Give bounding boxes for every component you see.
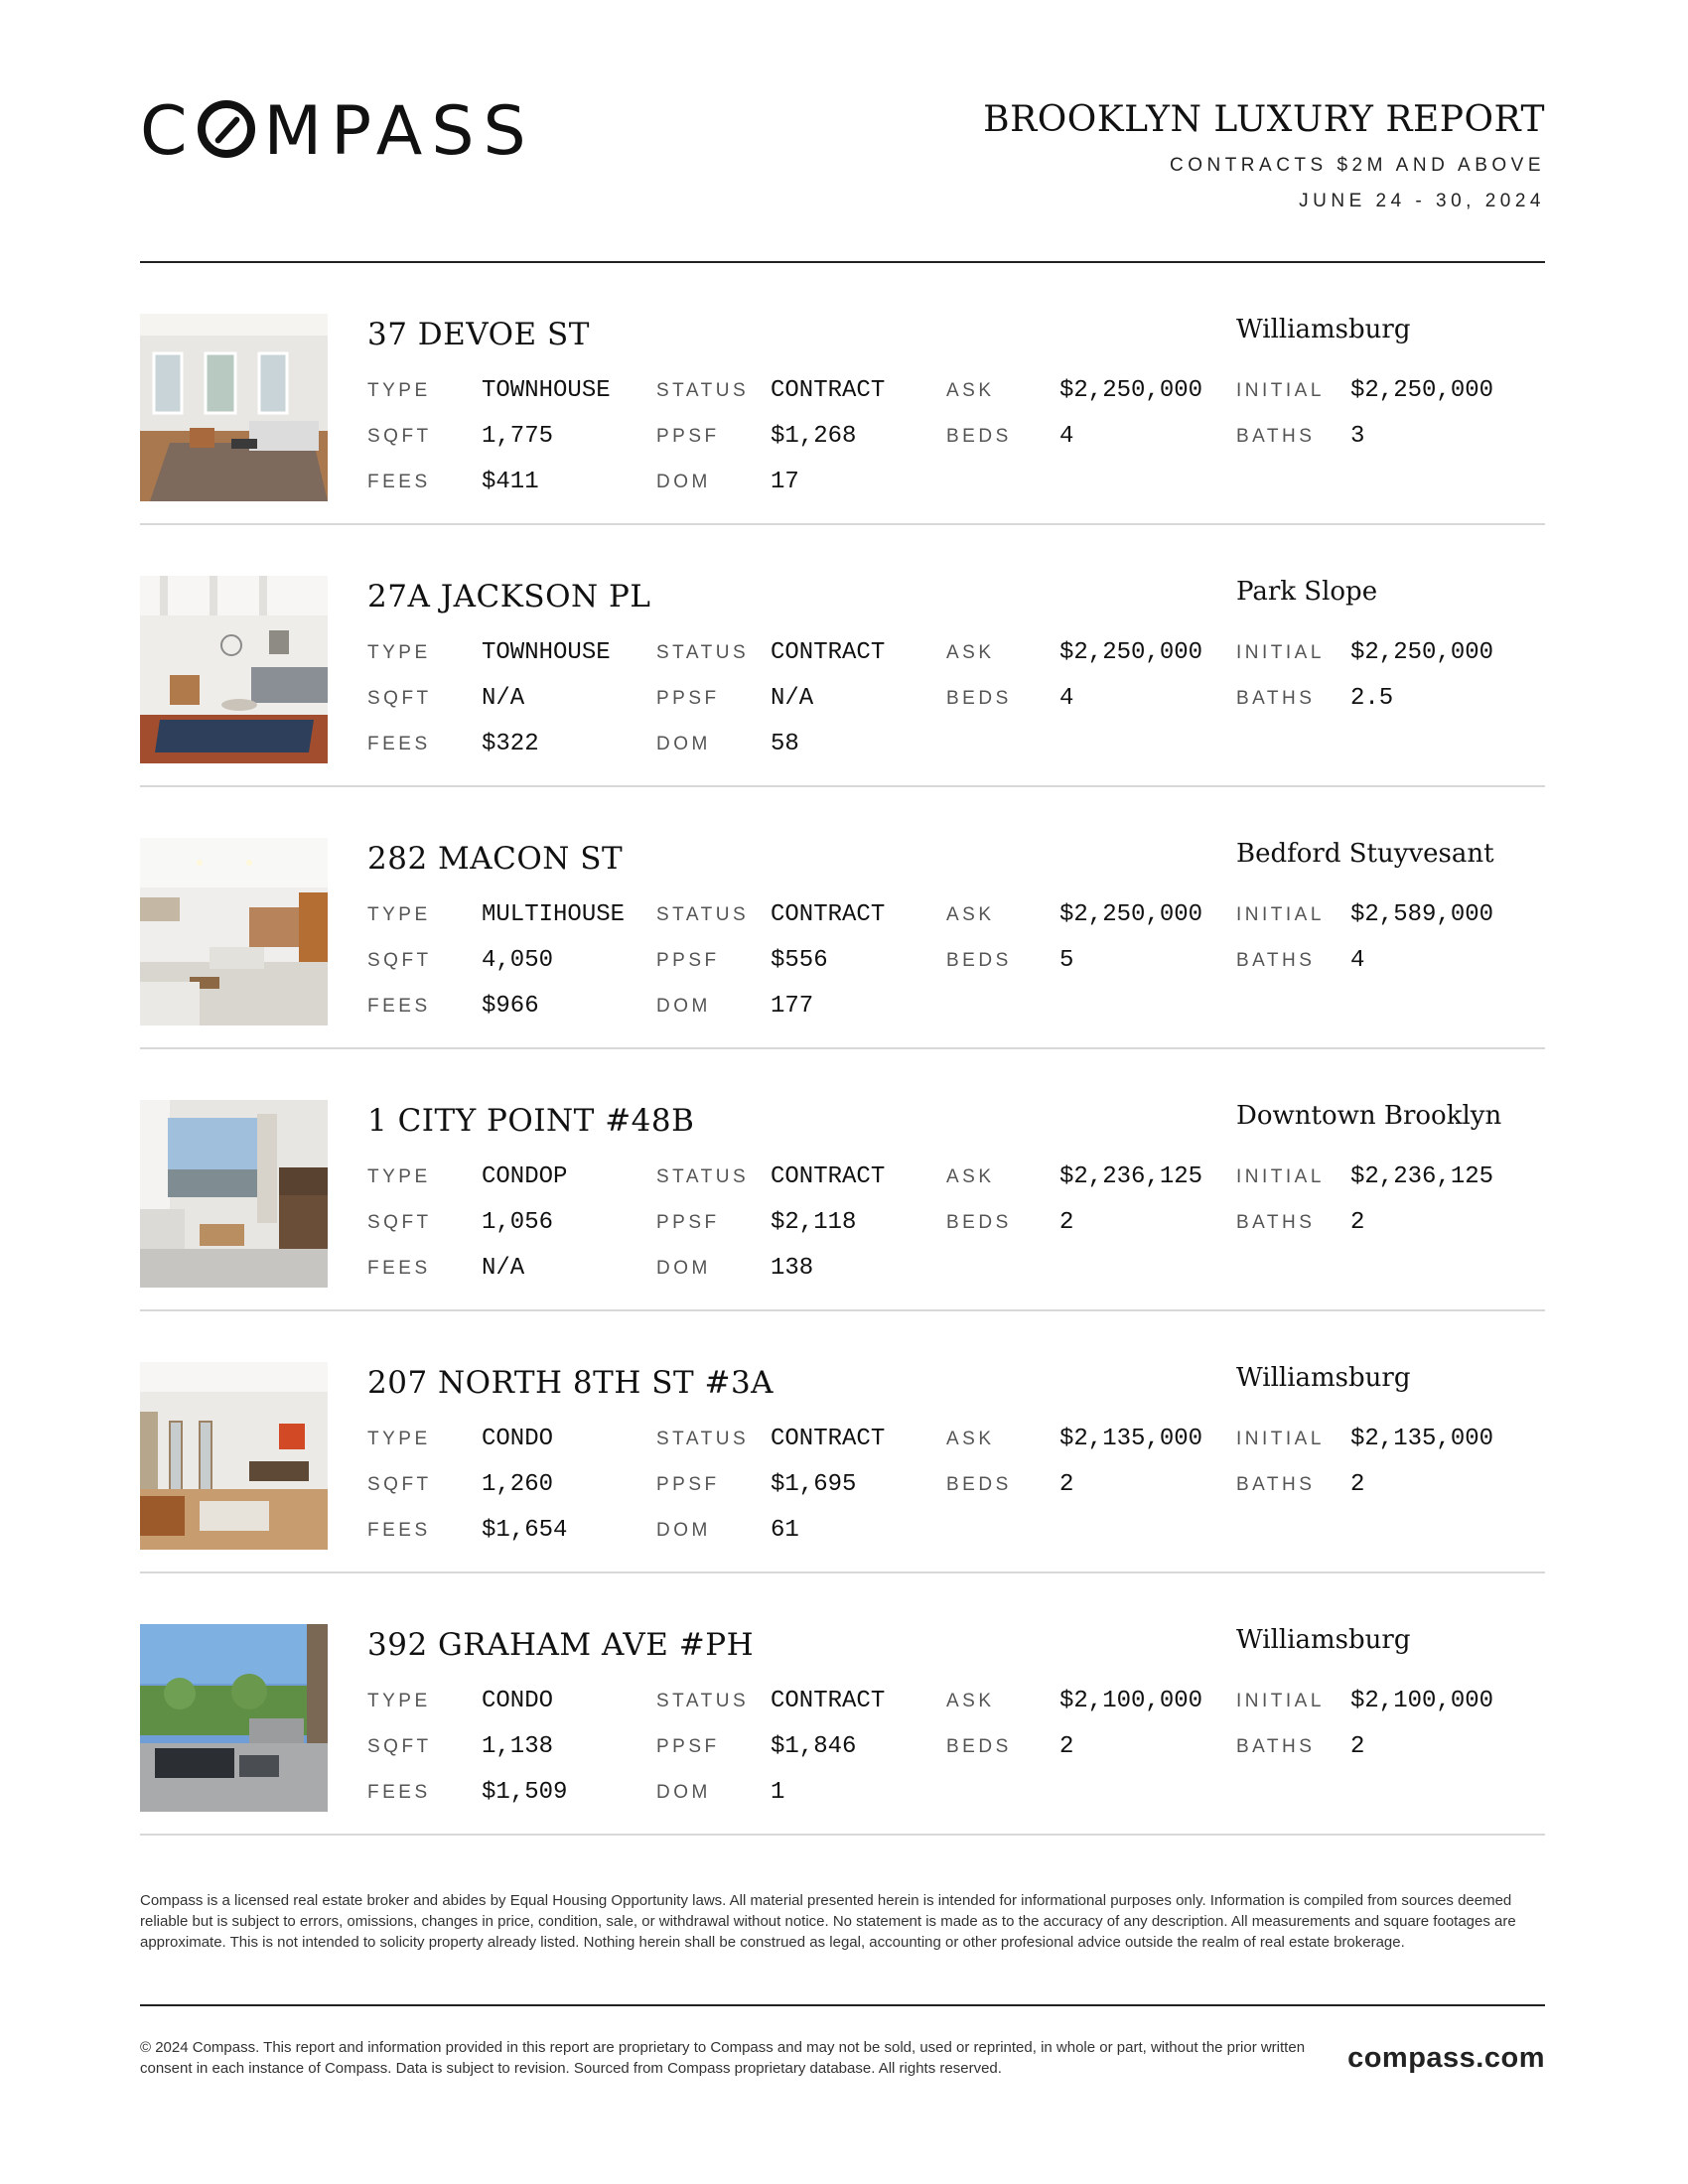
initial-label: INITIAL: [1236, 1691, 1325, 1711]
ppsf-label: PPSF: [656, 950, 720, 971]
type-value: CONDO: [482, 1688, 554, 1714]
listing-address[interactable]: 1 CITY POINT #48B: [367, 1103, 695, 1139]
dom-value: 177: [771, 993, 814, 1020]
ask-value: $2,236,125: [1059, 1163, 1203, 1190]
ppsf-value: N/A: [771, 685, 814, 712]
status-value: CONTRACT: [771, 377, 886, 404]
fees-value: $1,509: [482, 1779, 568, 1806]
living-room-photo-icon: [140, 576, 328, 763]
initial-label: INITIAL: [1236, 904, 1325, 925]
dom-label: DOM: [656, 1258, 711, 1279]
fees-value: $966: [482, 993, 539, 1020]
status-label: STATUS: [656, 1691, 750, 1711]
living-room-photo-icon: [140, 314, 328, 501]
ask-label: ASK: [946, 1691, 995, 1711]
ask-value: $2,250,000: [1059, 639, 1203, 666]
status-value: CONTRACT: [771, 639, 886, 666]
fees-value: N/A: [482, 1255, 525, 1282]
beds-value: 2: [1059, 1471, 1074, 1498]
listing-photo[interactable]: [140, 1624, 328, 1812]
listing-address[interactable]: 37 DEVOE ST: [367, 317, 590, 352]
compass-o-icon: [198, 100, 255, 158]
ppsf-label: PPSF: [656, 688, 720, 709]
baths-value: 2: [1350, 1209, 1365, 1236]
ask-label: ASK: [946, 1429, 995, 1449]
sqft-label: SQFT: [367, 1736, 432, 1757]
baths-label: BATHS: [1236, 1736, 1316, 1757]
dom-value: 58: [771, 731, 799, 757]
beds-value: 4: [1059, 685, 1074, 712]
dom-label: DOM: [656, 996, 711, 1017]
report-title: BROOKLYN LUXURY REPORT: [983, 99, 1545, 140]
baths-value: 4: [1350, 947, 1365, 974]
compass-logo[interactable]: C MPASS: [140, 92, 535, 171]
status-value: CONTRACT: [771, 1688, 886, 1714]
fees-label: FEES: [367, 1520, 431, 1541]
listing-item: [140, 263, 1545, 525]
listing-photo[interactable]: [140, 838, 328, 1025]
sqft-label: SQFT: [367, 1474, 432, 1495]
fees-value: $411: [482, 469, 539, 495]
type-label: TYPE: [367, 1691, 431, 1711]
status-value: CONTRACT: [771, 1163, 886, 1190]
type-value: TOWNHOUSE: [482, 639, 611, 666]
ppsf-label: PPSF: [656, 1212, 720, 1233]
fees-label: FEES: [367, 996, 431, 1017]
dom-label: DOM: [656, 1520, 711, 1541]
listing-item: [140, 1573, 1545, 1836]
initial-label: INITIAL: [1236, 642, 1325, 663]
sqft-value: 1,775: [482, 423, 554, 450]
type-label: TYPE: [367, 380, 431, 401]
sqft-value: 1,056: [482, 1209, 554, 1236]
listing-photo[interactable]: [140, 314, 328, 501]
beds-value: 2: [1059, 1733, 1074, 1760]
baths-value: 2: [1350, 1733, 1365, 1760]
beds-value: 2: [1059, 1209, 1074, 1236]
listing-item: [140, 525, 1545, 787]
compass-site-link[interactable]: compass.com: [1347, 2042, 1545, 2074]
listing-neighborhood: Park Slope: [1236, 577, 1378, 607]
initial-value: $2,250,000: [1350, 377, 1494, 404]
ask-value: $2,135,000: [1059, 1426, 1203, 1452]
ask-label: ASK: [946, 904, 995, 925]
initial-value: $2,100,000: [1350, 1688, 1494, 1714]
fees-label: FEES: [367, 472, 431, 492]
listing-address[interactable]: 282 MACON ST: [367, 841, 624, 877]
initial-value: $2,589,000: [1350, 901, 1494, 928]
status-value: CONTRACT: [771, 901, 886, 928]
status-label: STATUS: [656, 642, 750, 663]
sqft-label: SQFT: [367, 1212, 432, 1233]
ask-label: ASK: [946, 380, 995, 401]
loft-room-photo-icon: [140, 1362, 328, 1550]
fees-value: $1,654: [482, 1517, 568, 1544]
listing-photo[interactable]: [140, 576, 328, 763]
ppsf-value: $1,695: [771, 1471, 857, 1498]
open-plan-photo-icon: [140, 838, 328, 1025]
baths-value: 3: [1350, 423, 1365, 450]
ppsf-label: PPSF: [656, 426, 720, 447]
footer-divider: [140, 2004, 1545, 2006]
dom-value: 138: [771, 1255, 814, 1282]
listing-neighborhood: Downtown Brooklyn: [1236, 1101, 1502, 1131]
status-value: CONTRACT: [771, 1426, 886, 1452]
city-view-room-photo-icon: [140, 1100, 328, 1288]
dom-value: 61: [771, 1517, 799, 1544]
ppsf-value: $2,118: [771, 1209, 857, 1236]
sqft-label: SQFT: [367, 688, 432, 709]
listings-list: [140, 263, 1545, 1836]
ask-value: $2,250,000: [1059, 901, 1203, 928]
ppsf-value: $1,268: [771, 423, 857, 450]
type-value: CONDOP: [482, 1163, 568, 1190]
beds-label: BEDS: [946, 1212, 1012, 1233]
sqft-value: 1,260: [482, 1471, 554, 1498]
status-label: STATUS: [656, 1166, 750, 1187]
fees-label: FEES: [367, 1258, 431, 1279]
report-subtitle: CONTRACTS $2M AND ABOVE: [1169, 155, 1545, 176]
ppsf-label: PPSF: [656, 1736, 720, 1757]
beds-label: BEDS: [946, 688, 1012, 709]
ppsf-value: $1,846: [771, 1733, 857, 1760]
type-value: TOWNHOUSE: [482, 377, 611, 404]
baths-value: 2: [1350, 1471, 1365, 1498]
ppsf-value: $556: [771, 947, 828, 974]
beds-label: BEDS: [946, 426, 1012, 447]
listing-item: [140, 787, 1545, 1049]
listing-neighborhood: Williamsburg: [1236, 1625, 1411, 1655]
sqft-value: N/A: [482, 685, 525, 712]
dom-label: DOM: [656, 734, 711, 754]
copyright-notice: © 2024 Compass. This report and information provided in this report are proprietary to Compass and may not be sold, used or reprinted, in whole or part, without the prior written consent in each instance of Compass. Data is subject to revision. Sourced from Compass proprietary database. All rights reserved.: [140, 2039, 1306, 2077]
dom-label: DOM: [656, 472, 711, 492]
report-header: [140, 92, 1545, 263]
ppsf-label: PPSF: [656, 1474, 720, 1495]
status-label: STATUS: [656, 1429, 750, 1449]
baths-label: BATHS: [1236, 1474, 1316, 1495]
report-date-range: JUNE 24 - 30, 2024: [1299, 191, 1545, 211]
initial-value: $2,250,000: [1350, 639, 1494, 666]
legal-disclaimer: Compass is a licensed real estate broker and abides by Equal Housing Opportunity laws. All material presented herein is intended for informational purposes only. Information is compiled from sources deemed reliable but is subject to errors, omissions, changes in price, condition, sale, or withdrawal without notice. No statement is made as to the accuracy of any description. All measurements and square footages are approximate. This is not intended to solicity property already listed. Nothing herein shall be construed as legal, accounting or other profesional advice outside the realm of real estate brokerage.: [140, 1892, 1516, 1951]
ask-value: $2,250,000: [1059, 377, 1203, 404]
type-label: TYPE: [367, 1166, 431, 1187]
listing-neighborhood: Bedford Stuyvesant: [1236, 839, 1494, 869]
beds-value: 5: [1059, 947, 1074, 974]
listing-item: [140, 1049, 1545, 1311]
sqft-label: SQFT: [367, 426, 432, 447]
ask-label: ASK: [946, 1166, 995, 1187]
initial-label: INITIAL: [1236, 380, 1325, 401]
initial-label: INITIAL: [1236, 1429, 1325, 1449]
status-label: STATUS: [656, 904, 750, 925]
listing-address[interactable]: 207 NORTH 8TH ST #3A: [367, 1365, 774, 1401]
baths-label: BATHS: [1236, 688, 1316, 709]
type-label: TYPE: [367, 904, 431, 925]
type-label: TYPE: [367, 1429, 431, 1449]
beds-label: BEDS: [946, 950, 1012, 971]
listing-item: [140, 1311, 1545, 1573]
status-label: STATUS: [656, 380, 750, 401]
initial-value: $2,236,125: [1350, 1163, 1494, 1190]
beds-label: BEDS: [946, 1736, 1012, 1757]
listing-address[interactable]: 392 GRAHAM AVE #PH: [367, 1627, 755, 1663]
type-value: MULTIHOUSE: [482, 901, 626, 928]
initial-label: INITIAL: [1236, 1166, 1325, 1187]
beds-label: BEDS: [946, 1474, 1012, 1495]
fees-label: FEES: [367, 1782, 431, 1803]
type-label: TYPE: [367, 642, 431, 663]
fees-value: $322: [482, 731, 539, 757]
ask-value: $2,100,000: [1059, 1688, 1203, 1714]
sqft-label: SQFT: [367, 950, 432, 971]
sqft-value: 1,138: [482, 1733, 554, 1760]
listing-neighborhood: Williamsburg: [1236, 315, 1411, 344]
ask-label: ASK: [946, 642, 995, 663]
baths-label: BATHS: [1236, 950, 1316, 971]
dom-value: 17: [771, 469, 799, 495]
listing-photo[interactable]: [140, 1362, 328, 1550]
type-value: CONDO: [482, 1426, 554, 1452]
dom-label: DOM: [656, 1782, 711, 1803]
listing-address[interactable]: 27A JACKSON PL: [367, 579, 651, 614]
baths-label: BATHS: [1236, 426, 1316, 447]
fees-label: FEES: [367, 734, 431, 754]
sqft-value: 4,050: [482, 947, 554, 974]
dom-value: 1: [771, 1779, 785, 1806]
listing-neighborhood: Williamsburg: [1236, 1363, 1411, 1393]
initial-value: $2,135,000: [1350, 1426, 1494, 1452]
baths-label: BATHS: [1236, 1212, 1316, 1233]
listing-photo[interactable]: [140, 1100, 328, 1288]
beds-value: 4: [1059, 423, 1074, 450]
rooftop-terrace-photo-icon: [140, 1624, 328, 1812]
baths-value: 2.5: [1350, 685, 1394, 712]
